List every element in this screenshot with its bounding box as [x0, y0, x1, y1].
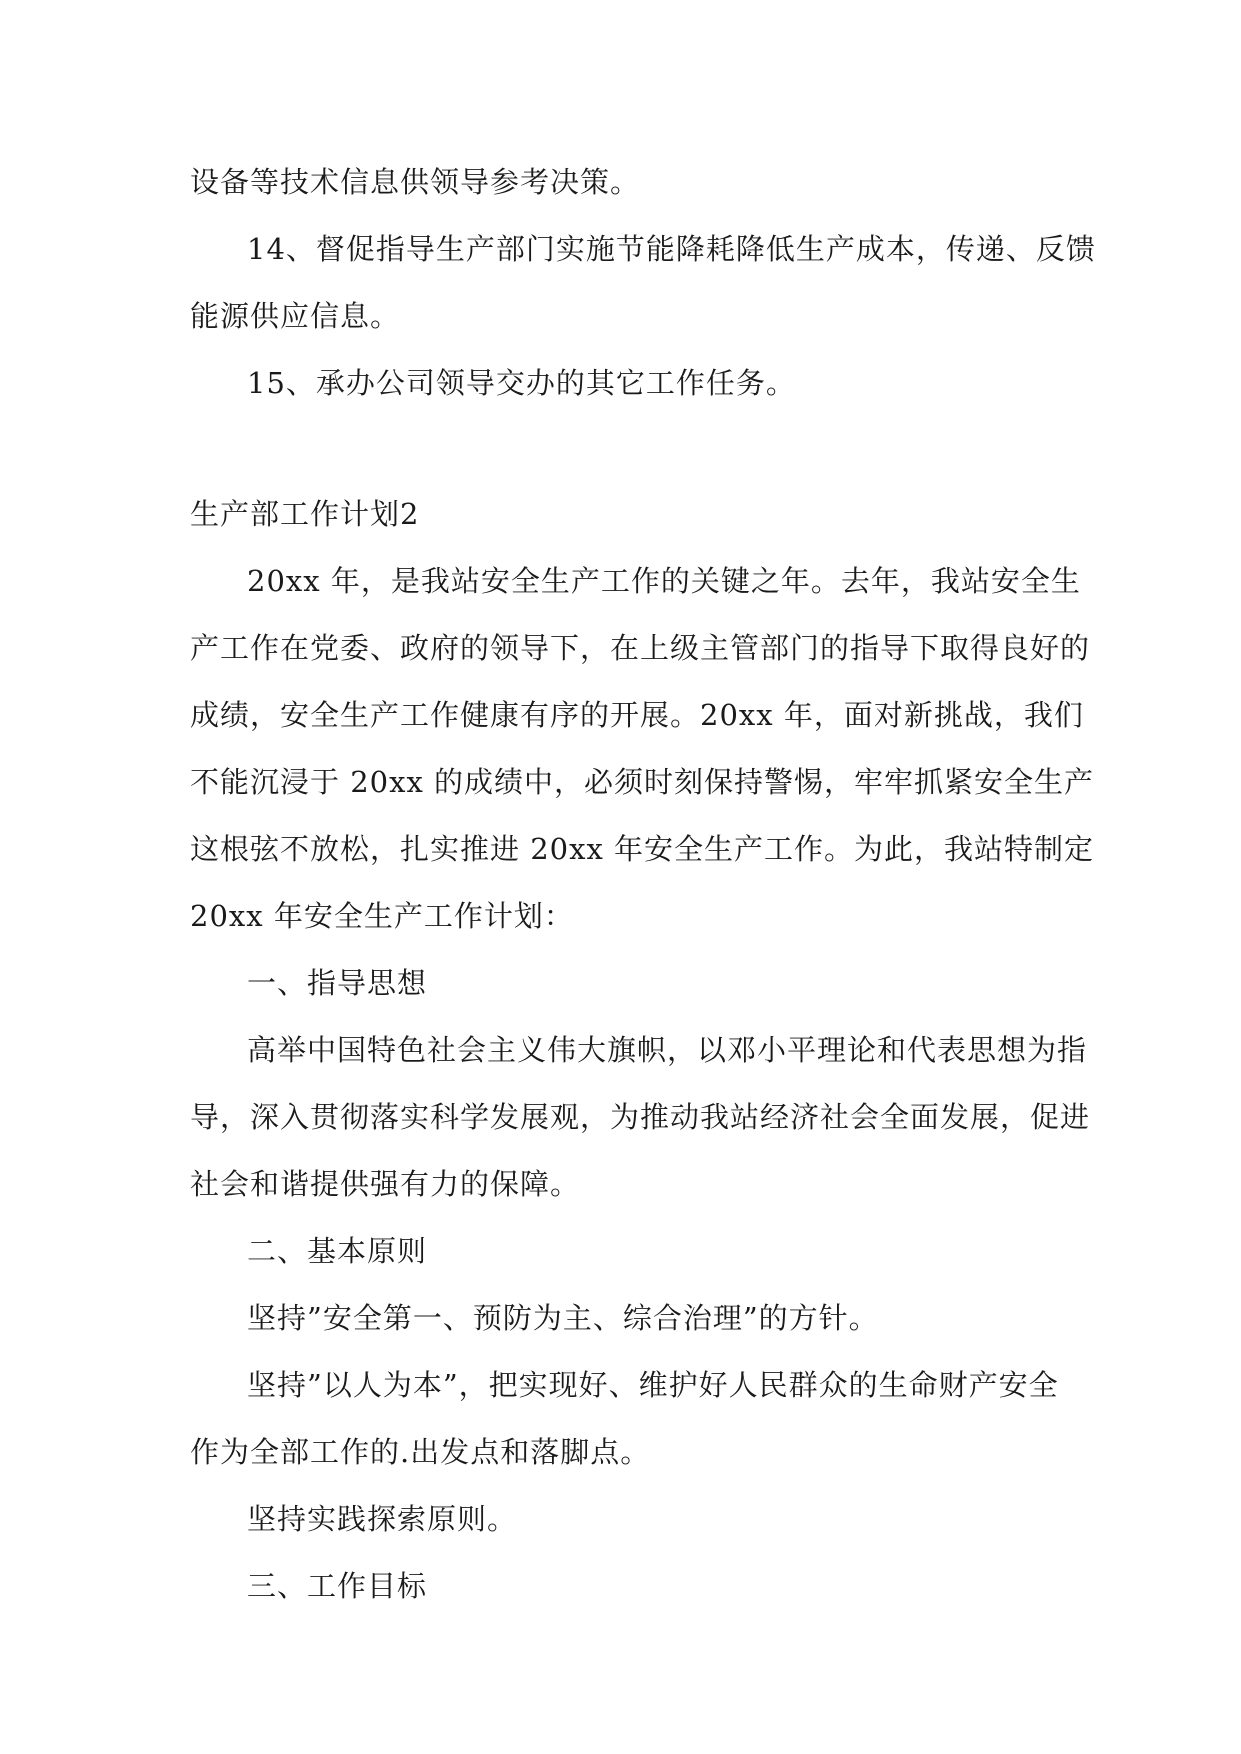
text-line: 不能沉浸于 20xx 的成绩中，必须时刻保持警惕，牢牢抓紧安全生产 — [190, 765, 1095, 799]
text-line: 设备等技术信息供领导参考决策。 — [190, 165, 641, 199]
subheading: 三、工作目标 — [247, 1569, 428, 1603]
text-line: 坚持实践探索原则。 — [247, 1502, 518, 1536]
text-line: 坚持”安全第一、预防为主、综合治理”的方针。 — [247, 1301, 879, 1335]
text-line: 坚持”以人为本”，把实现好、维护好人民群众的生命财产安全 — [247, 1368, 1059, 1402]
text-line: 成绩，安全生产工作健康有序的开展。20xx 年，面对新挑战，我们 — [190, 698, 1084, 732]
text-line: 这根弦不放松，扎实推进 20xx 年安全生产工作。为此，我站特制定 — [190, 832, 1095, 866]
subheading: 一、指导思想 — [247, 966, 428, 1000]
text-line: 社会和谐提供强有力的保障。 — [190, 1167, 581, 1201]
text-line: 20xx 年安全生产工作计划： — [190, 899, 574, 933]
text-line: 作为全部工作的.出发点和落脚点。 — [190, 1435, 651, 1469]
text-line: 20xx 年，是我站安全生产工作的关键之年。去年，我站安全生 — [247, 564, 1081, 598]
section-heading: 生产部工作计划2 — [190, 497, 420, 531]
text-line: 15、承办公司领导交办的其它工作任务。 — [247, 366, 796, 400]
subheading: 二、基本原则 — [247, 1234, 428, 1268]
text-line: 产工作在党委、政府的领导下，在上级主管部门的指导下取得良好的 — [190, 631, 1091, 665]
text-line: 导，深入贯彻落实科学发展观，为推动我站经济社会全面发展，促进 — [190, 1100, 1091, 1134]
text-line: 能源供应信息。 — [190, 299, 401, 333]
text-line: 14、督促指导生产部门实施节能降耗降低生产成本，传递、反馈 — [247, 232, 1096, 266]
text-line: 高举中国特色社会主义伟大旗帜，以邓小平理论和代表思想为指 — [247, 1033, 1088, 1067]
